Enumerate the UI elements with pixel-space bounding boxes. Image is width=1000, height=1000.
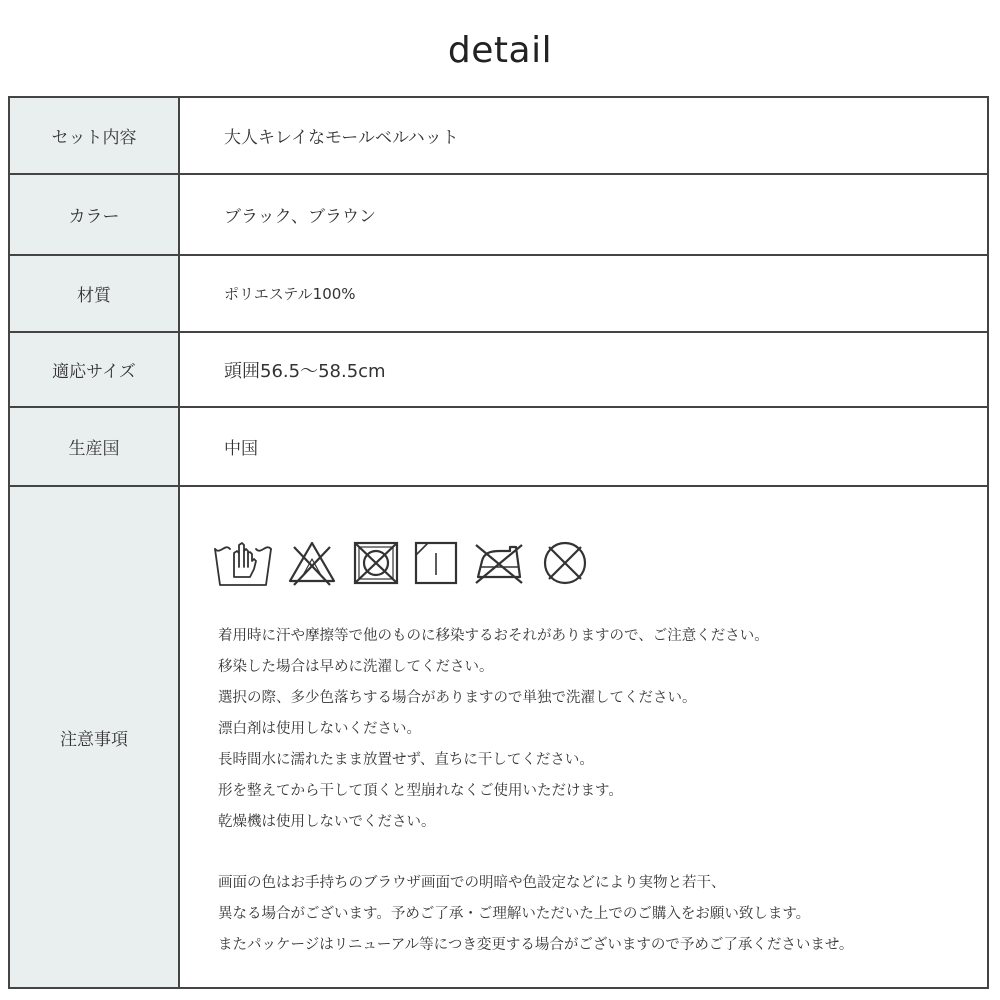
row-label-material: 材質	[10, 256, 180, 333]
row-value-color: ブラック、ブラウン	[180, 175, 987, 256]
row-value-material: ポリエステル100%	[180, 256, 987, 333]
row-label-notes: 注意事項	[10, 487, 180, 987]
disclaimer-line: 画面の色はお手持ちのブラウザ画面での明暗や色設定などにより実物と若干、	[218, 875, 726, 891]
care-notes	[218, 621, 987, 838]
page-title: detail	[447, 30, 553, 71]
row-value-origin: 中国	[180, 408, 987, 487]
disclaimer-line: 異なる場合がございます。予めご了承・ご理解いただいた上でのご購入をお願い致します。	[218, 906, 811, 922]
row-label-origin: 生産国	[10, 408, 180, 487]
note-line: 着用時に汗や摩擦等で他のものに移染するおそれがありますので、ご注意ください。	[218, 628, 769, 644]
no-bleach-icon	[284, 537, 340, 594]
note-line: 長時間水に濡れたまま放置せず、直ちに干してください。	[218, 752, 594, 768]
no-dry-clean-icon	[538, 537, 592, 594]
care-icons	[212, 539, 987, 591]
row-label-size: 適応サイズ	[10, 333, 180, 408]
line-dry-shade-icon	[412, 537, 460, 594]
row-label-set-contents: セット内容	[10, 98, 180, 175]
no-iron-icon	[470, 537, 528, 594]
spec-table	[8, 96, 989, 989]
disclaimer	[218, 868, 987, 961]
no-tumble-dry-icon	[350, 537, 402, 594]
row-label-color: カラー	[10, 175, 180, 256]
hand-wash-icon	[212, 537, 274, 594]
note-line: 移染した場合は早めに洗濯してください。	[218, 659, 494, 675]
note-line: 選択の際、多少色落ちする場合がありますので単独で洗濯してください。	[218, 690, 697, 706]
row-value-set-contents: 大人キレイなモールベルハット	[180, 98, 987, 175]
note-line: 形を整えてから干して頂くと型崩れなくご使用いただけます。	[218, 783, 623, 799]
notes-spacer	[218, 838, 987, 868]
note-line: 漂白剤は使用しないください。	[218, 721, 421, 737]
note-line: 乾燥機は使用しないでください。	[218, 814, 436, 830]
row-value-notes	[180, 487, 987, 987]
row-value-size: 頭囲56.5～58.5cm	[180, 333, 987, 408]
disclaimer-line: またパッケージはリニューアル等につき変更する場合がございますので予めご了承くださいませ。	[218, 937, 854, 953]
